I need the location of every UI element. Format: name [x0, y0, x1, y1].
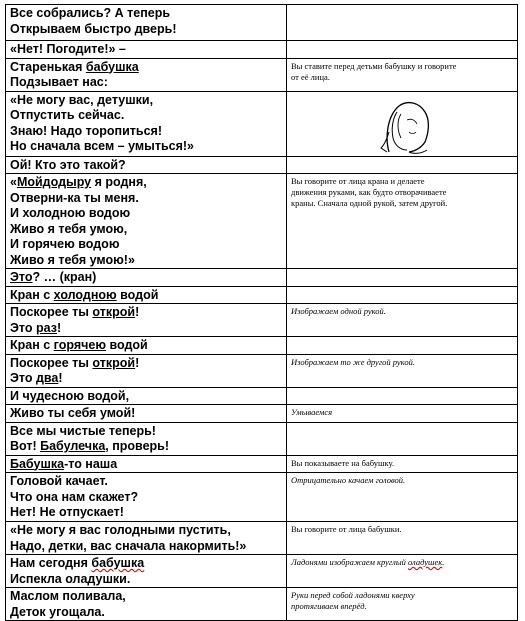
- table-row: [6, 354, 518, 387]
- verse-cell: [6, 156, 287, 174]
- instruction-line: Вы говорите от лица крана и делаете: [291, 176, 425, 186]
- underlined-word: Бабушка: [10, 456, 65, 471]
- instruction-cell: [287, 337, 518, 355]
- verse-cell: [6, 174, 287, 269]
- instruction-line: Изображаем одной рукой.: [291, 306, 386, 316]
- underlined-word: открой: [92, 355, 136, 370]
- verse-line: Это? … (кран): [10, 270, 97, 284]
- verse-line: Кран с холодною водой: [10, 287, 159, 302]
- verse-line: Бабушка-то наша: [10, 456, 118, 471]
- verse-line: Деток угощала.: [10, 604, 105, 619]
- verse-cell: [6, 58, 287, 91]
- underlined-word: горячею: [53, 338, 106, 352]
- table-row: [6, 174, 518, 269]
- verse-cell: [6, 455, 287, 473]
- verse-cell: [6, 91, 287, 156]
- verse-line: Подзывает нас:: [10, 75, 108, 89]
- verse-line: Все собрались? А теперь: [10, 6, 171, 20]
- table-row: [6, 422, 518, 455]
- instruction-line: краны. Сначала одной рукой, затем другой.: [291, 198, 448, 208]
- instruction-line: движения руками, как будто отворачиваете: [291, 187, 447, 197]
- instruction-cell: [287, 354, 518, 387]
- verse-cell: [6, 555, 287, 588]
- instruction-cell: [287, 304, 518, 337]
- verse-word: Старенькая: [10, 59, 83, 74]
- instruction-line: от её лица.: [291, 71, 330, 82]
- verse-line: «Не могу вас, детушки,: [10, 92, 154, 107]
- table-row: [6, 269, 518, 287]
- verse-line: Живо я тебя умою!»: [10, 252, 135, 267]
- instruction-cell: [287, 588, 518, 621]
- verse-line: Головой качает.: [10, 474, 108, 488]
- instruction-cell: [287, 422, 518, 455]
- table-row: [6, 41, 518, 59]
- verse-line: Маслом поливала,: [10, 589, 126, 603]
- verse-cell: [6, 41, 287, 59]
- verse-cell: [6, 286, 287, 304]
- instruction-cell: [287, 269, 518, 287]
- underlined-word: бабушка: [85, 59, 139, 74]
- instruction-line: Руки перед собой ладонями кверху: [291, 590, 415, 600]
- table-row: [6, 405, 518, 423]
- table-row: [6, 387, 518, 405]
- verse-line: И чудесною водой,: [10, 388, 130, 403]
- instruction-cell: [287, 58, 518, 91]
- verse-cell: [6, 5, 287, 41]
- instruction-cell: [287, 387, 518, 405]
- verse-line: Испекла оладушки.: [10, 571, 131, 586]
- verse-line: Это раз!: [10, 320, 62, 335]
- verse-cell: [6, 269, 287, 287]
- table-row: [6, 555, 518, 588]
- verse-line: Кран с горячею водой: [10, 338, 148, 352]
- verse-line: «Не могу я вас голодными пустить,: [10, 523, 231, 537]
- table-row: [6, 286, 518, 304]
- table-row: [6, 5, 518, 41]
- instruction-cell: [287, 286, 518, 304]
- verse-line: Живо ты себя умой!: [10, 406, 136, 420]
- verse-cell: [6, 304, 287, 337]
- verse-line: Это два!: [10, 371, 63, 385]
- instruction-cell: [287, 405, 518, 423]
- verse-cell: [6, 522, 287, 555]
- underlined-word: холодною: [53, 287, 117, 302]
- table-row: [6, 58, 518, 91]
- verse-line: Что она нам скажет?: [10, 489, 139, 504]
- spellcheck-word: бабушка: [91, 556, 145, 570]
- instruction-cell: [287, 5, 518, 41]
- script-table: [5, 4, 518, 621]
- instruction-line: Вы ставите перед детьми бабушку и говорите: [291, 60, 457, 71]
- instruction-line: Ладонями изображаем круглый оладушек.: [291, 557, 445, 567]
- verse-line: Знаю! Надо торопиться!: [10, 123, 162, 138]
- instruction-cell: [287, 522, 518, 555]
- table-row: [6, 337, 518, 355]
- picture-cell: [287, 91, 518, 156]
- verse-line: Надо, детки, вас сначала накормить!»: [10, 538, 247, 553]
- table-row: [6, 522, 518, 555]
- instruction-cell: [287, 156, 518, 174]
- table-row: [6, 304, 518, 337]
- instruction-line: Изображаем то же другой рукой.: [291, 356, 415, 367]
- verse-cell: [6, 405, 287, 423]
- verse-cell: [6, 337, 287, 355]
- verse-line: [10, 60, 282, 76]
- verse-line: Отверни-ка ты меня.: [10, 190, 139, 205]
- verse-line: И холодною водою: [10, 206, 131, 220]
- underlined-word: Это: [10, 270, 33, 284]
- instruction-cell: [287, 473, 518, 522]
- table-row: [6, 91, 518, 156]
- table-row: [6, 455, 518, 473]
- verse-cell: [6, 588, 287, 621]
- verse-line: Нет! Не отпускает!: [10, 505, 124, 519]
- verse-line: «Мойдодыру я родня,: [10, 175, 147, 189]
- verse-cell: [6, 354, 287, 387]
- spellcheck-word: оладушек: [407, 557, 443, 567]
- instruction-cell: [287, 41, 518, 59]
- instruction-cell: [287, 455, 518, 473]
- verse-cell: [6, 422, 287, 455]
- document-page: [5, 4, 517, 621]
- grandmother-headscarf-picture: [367, 98, 437, 156]
- instruction-cell: [287, 174, 518, 269]
- verse-line: Живо я тебя умою,: [10, 221, 128, 236]
- verse-line: Открываем быстро дверь!: [10, 21, 177, 36]
- underlined-word: два: [35, 371, 59, 385]
- underlined-word: открой: [92, 305, 136, 319]
- verse-line: Поскорее ты открой!: [10, 305, 140, 319]
- verse-cell: [6, 473, 287, 522]
- verse-line: Все мы чистые теперь!: [10, 423, 156, 438]
- instruction-line: Умываемся: [291, 407, 333, 417]
- table-row: [6, 473, 518, 522]
- verse-cell: [6, 387, 287, 405]
- instruction-line: Вы говорите от лица бабушки.: [291, 524, 402, 534]
- instruction-line: Вы показываете на бабушку.: [291, 457, 395, 468]
- verse-line: Ой! Кто это такой?: [10, 157, 126, 172]
- verse-line: «Нет! Погодите!» –: [10, 42, 126, 56]
- underlined-word: Бабулечка: [40, 439, 106, 453]
- verse-line: Но сначала всем – умыться!»: [10, 139, 194, 153]
- verse-line: И горячею водою: [10, 237, 120, 251]
- instruction-line: протягиваем вперёд.: [291, 601, 367, 611]
- underlined-word: Мойдодыру: [16, 175, 92, 189]
- table-row: [6, 156, 518, 174]
- verse-line: Отпустить сейчас.: [10, 108, 125, 122]
- underlined-word: раз: [35, 320, 57, 335]
- table-row: [6, 588, 518, 621]
- verse-line: Вот! Бабулечка, проверь!: [10, 439, 170, 453]
- instruction-cell: [287, 555, 518, 588]
- instruction-line: Отрицательно качаем головой.: [291, 475, 406, 485]
- verse-line: Поскорее ты открой!: [10, 355, 140, 370]
- verse-line: Нам сегодня бабушка: [10, 556, 145, 570]
